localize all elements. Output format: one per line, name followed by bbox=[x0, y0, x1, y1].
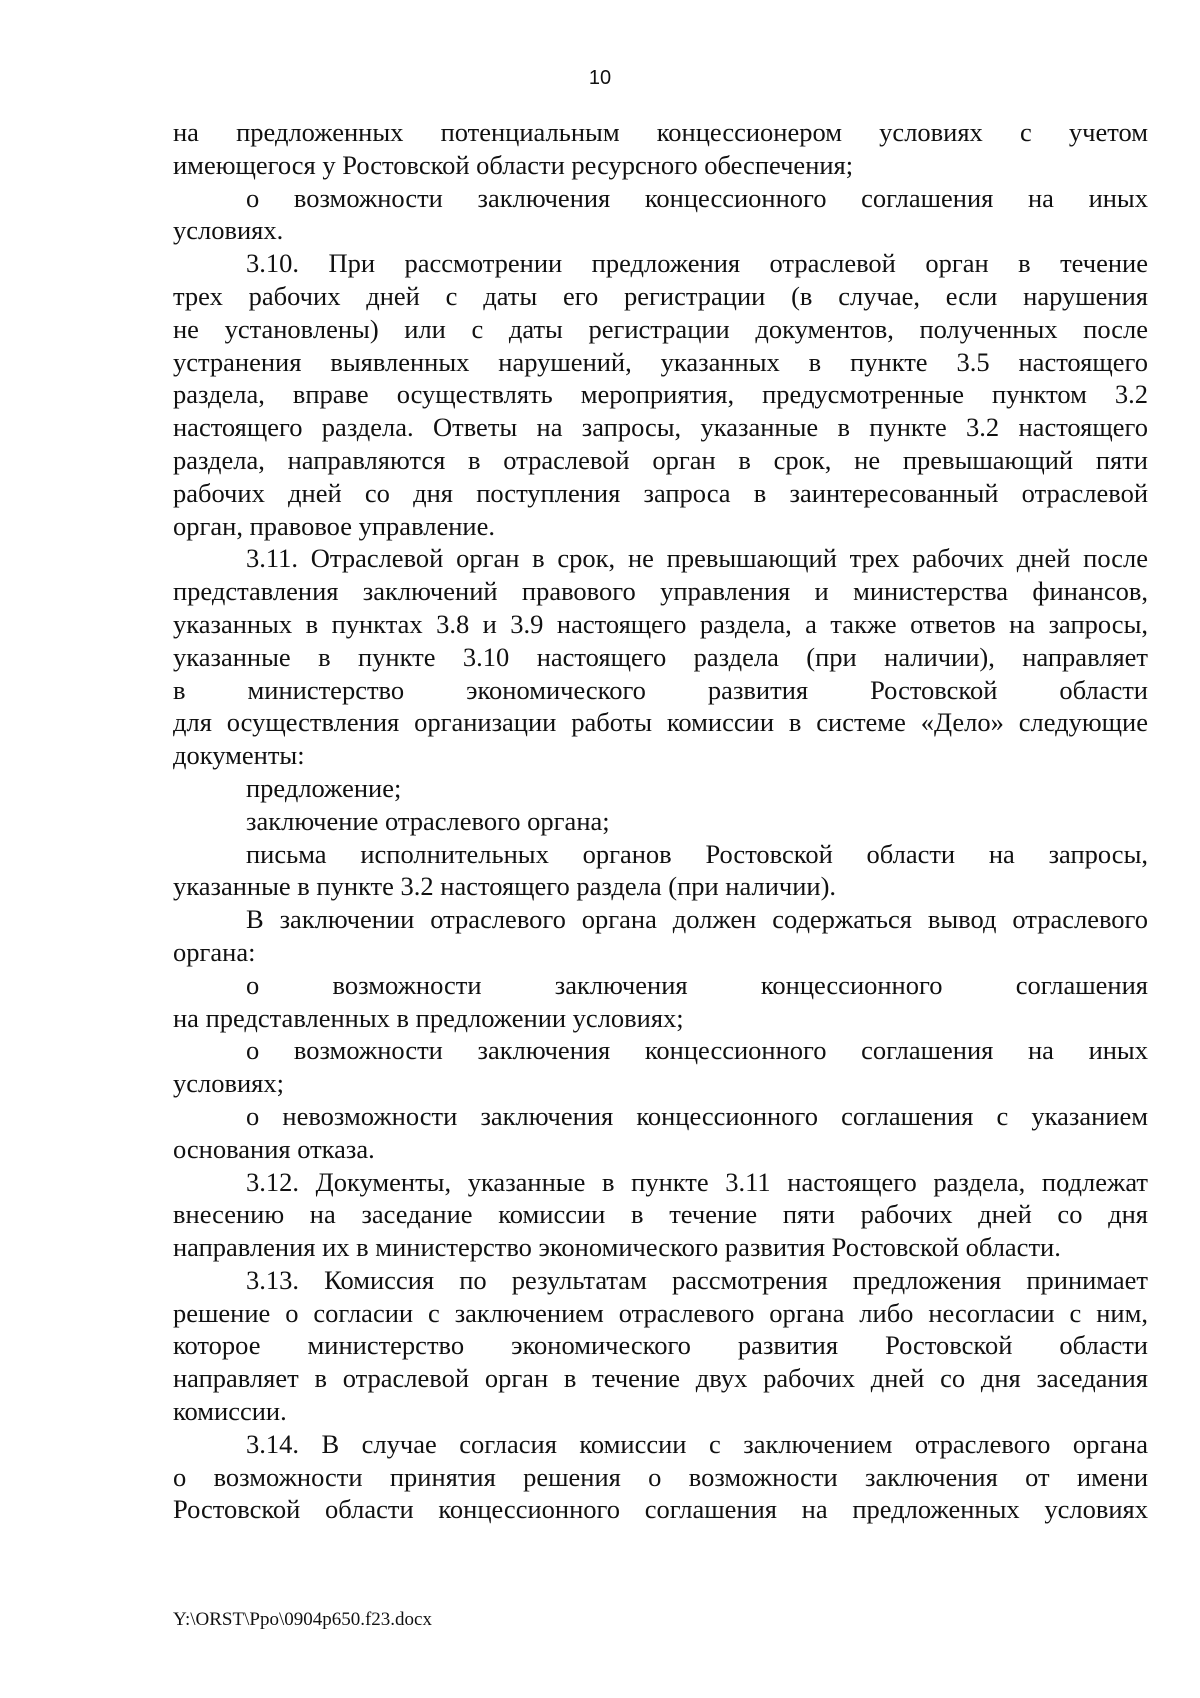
text-line: раздела, вправе осуществлять мероприятия, предусмотренные пунктом 3.2 bbox=[173, 379, 1148, 410]
text-line: условиях; bbox=[173, 1068, 284, 1099]
text-line: о возможности принятия решения о возможности заключения от имени bbox=[173, 1461, 1148, 1492]
page-number: 10 bbox=[588, 67, 612, 89]
footer-file-path: Y:\ORST\Ppo\0904p650.f23.docx bbox=[173, 1609, 432, 1630]
text-line: документы: bbox=[173, 740, 305, 771]
text-line: указанные в пункте 3.10 настоящего раздела (при наличии), направляет bbox=[173, 641, 1148, 672]
text-line: о возможности заключения концессионного соглашения на иных bbox=[246, 182, 1148, 213]
text-line: 3.11. Отраслевой орган в срок, не превышающий трех рабочих дней после bbox=[246, 543, 1148, 574]
text-line: о возможности заключения концессионного соглашения на иных bbox=[246, 1035, 1148, 1066]
text-line: о невозможности заключения концессионного соглашения с указанием bbox=[246, 1100, 1148, 1131]
text-line: указанные в пункте 3.2 настоящего раздела (при наличии). bbox=[173, 871, 837, 902]
text-line: настоящего раздела. Ответы на запросы, указанные в пункте 3.2 настоящего bbox=[173, 412, 1148, 443]
text-line: Ростовской области концессионного соглашения на предложенных условиях bbox=[173, 1494, 1148, 1525]
document-body bbox=[173, 116, 1148, 1526]
text-line: направляет в отраслевой орган в течение двух рабочих дней со дня заседания bbox=[173, 1363, 1148, 1394]
text-line: решение о согласии с заключением отраслевого органа либо несогласии с ним, bbox=[173, 1297, 1148, 1328]
text-line: 3.13. Комиссия по результатам рассмотрения предложения принимает bbox=[246, 1264, 1148, 1295]
text-line: В заключении отраслевого органа должен содержаться вывод отраслевого bbox=[246, 904, 1148, 935]
text-line: заключение отраслевого органа; bbox=[246, 805, 610, 836]
text-line: предложение; bbox=[246, 772, 402, 803]
text-line: 3.12. Документы, указанные в пункте 3.11 настоящего раздела, подлежат bbox=[246, 1166, 1148, 1197]
text-line: которое министерство экономического развития Ростовской области bbox=[173, 1330, 1148, 1361]
text-line: о возможности заключения концессионного соглашения bbox=[246, 969, 1148, 1000]
text-line: направления их в министерство экономического развития Ростовской области. bbox=[173, 1232, 1061, 1263]
text-line: в министерство экономического развития Ростовской области bbox=[173, 674, 1148, 705]
text-line: основания отказа. bbox=[173, 1133, 375, 1164]
text-line: раздела, направляются в отраслевой орган в срок, не превышающий пяти bbox=[173, 444, 1148, 475]
text-line: рабочих дней со дня поступления запроса в заинтересованный отраслевой bbox=[173, 477, 1148, 508]
text-line: письма исполнительных органов Ростовской области на запросы, bbox=[246, 838, 1148, 869]
text-line: трех рабочих дней с даты его регистрации (в случае, если нарушения bbox=[173, 280, 1148, 311]
text-line: внесению на заседание комиссии в течение пяти рабочих дней со дня bbox=[173, 1199, 1148, 1230]
text-line: на предложенных потенциальным концессионером условиях с учетом bbox=[173, 117, 1148, 147]
text-line: указанных в пунктах 3.8 и 3.9 настоящего раздела, а также ответов на запросы, bbox=[173, 608, 1148, 639]
text-line: 3.10. При рассмотрении предложения отраслевой орган в течение bbox=[246, 248, 1148, 279]
text-line: для осуществления организации работы комиссии в системе «Дело» следующие bbox=[173, 707, 1148, 738]
text-line: имеющегося у Ростовской области ресурсного обеспечения; bbox=[173, 149, 854, 180]
text-line: не установлены) или с даты регистрации документов, полученных после bbox=[173, 313, 1148, 344]
text-line: устранения выявленных нарушений, указанных в пункте 3.5 настоящего bbox=[173, 346, 1148, 377]
text-line: условиях. bbox=[173, 215, 284, 246]
text-line: 3.14. В случае согласия комиссии с заключением отраслевого органа bbox=[246, 1428, 1148, 1459]
text-line: на представленных в предложении условиях; bbox=[173, 1002, 684, 1033]
text-line: орган, правовое управление. bbox=[173, 510, 495, 541]
text-line: комиссии. bbox=[173, 1396, 287, 1427]
text-line: органа: bbox=[173, 936, 256, 967]
text-line: представления заключений правового управления и министерства финансов, bbox=[173, 576, 1148, 607]
